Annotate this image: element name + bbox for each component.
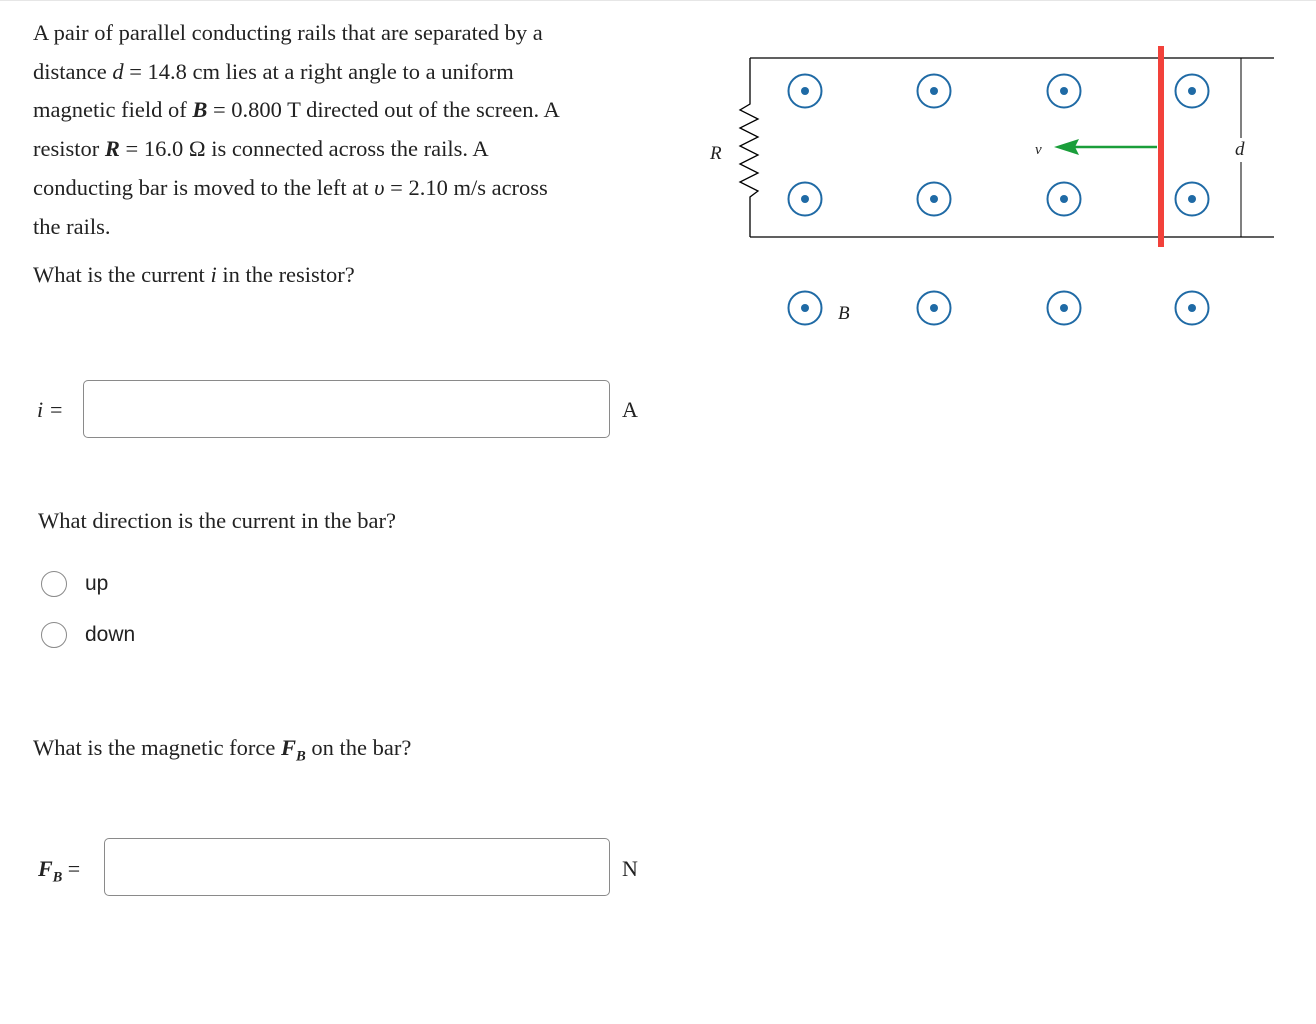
question-direction: What direction is the current in the bar? [38, 508, 396, 533]
problem-line-4: resistor R = 16.0 Ω is connected across the rails. A [33, 136, 489, 162]
current-unit: A [622, 397, 638, 422]
problem-line-1: A pair of parallel conducting rails that are separated by a [33, 20, 543, 45]
question-current: What is the current i in the resistor? [33, 262, 355, 287]
resistor-zigzag [740, 58, 758, 237]
force-unit: N [622, 856, 638, 881]
problem-line-5: conducting bar is moved to the left at υ = 2.10 m/s across [33, 174, 548, 200]
conducting-bar [1158, 46, 1164, 247]
option-up[interactable] [41, 571, 108, 597]
option-down[interactable] [41, 622, 135, 648]
current-answer-input[interactable] [83, 380, 610, 438]
force-answer-input[interactable] [104, 838, 610, 896]
current-answer-label: i = [37, 397, 64, 422]
option-down-label: down [85, 623, 136, 646]
field-row-2 [789, 183, 1209, 216]
field-row-1 [789, 75, 1209, 108]
v-label: v [1035, 142, 1042, 158]
option-up-label: up [85, 572, 109, 595]
problem-line-3: magnetic field of B = 0.800 T directed out of the screen. A [33, 97, 560, 123]
rails-figure [690, 40, 1290, 340]
R-label: R [710, 143, 722, 164]
field-row-3 [789, 292, 1209, 325]
question-force: What is the magnetic force $F_B$ on the bar? [33, 735, 412, 765]
problem-line-6: the rails. [33, 213, 111, 239]
B-label: B [838, 303, 850, 324]
force-answer-label: $F_B$ = [38, 856, 81, 886]
radio-up[interactable] [41, 571, 67, 597]
top-divider [0, 0, 1316, 1]
radio-down[interactable] [41, 622, 67, 648]
d-label: d [1235, 139, 1245, 160]
problem-line-2: distance d = 14.8 cm lies at a right angle to a uniform [33, 58, 514, 84]
problem-statement [33, 14, 643, 246]
